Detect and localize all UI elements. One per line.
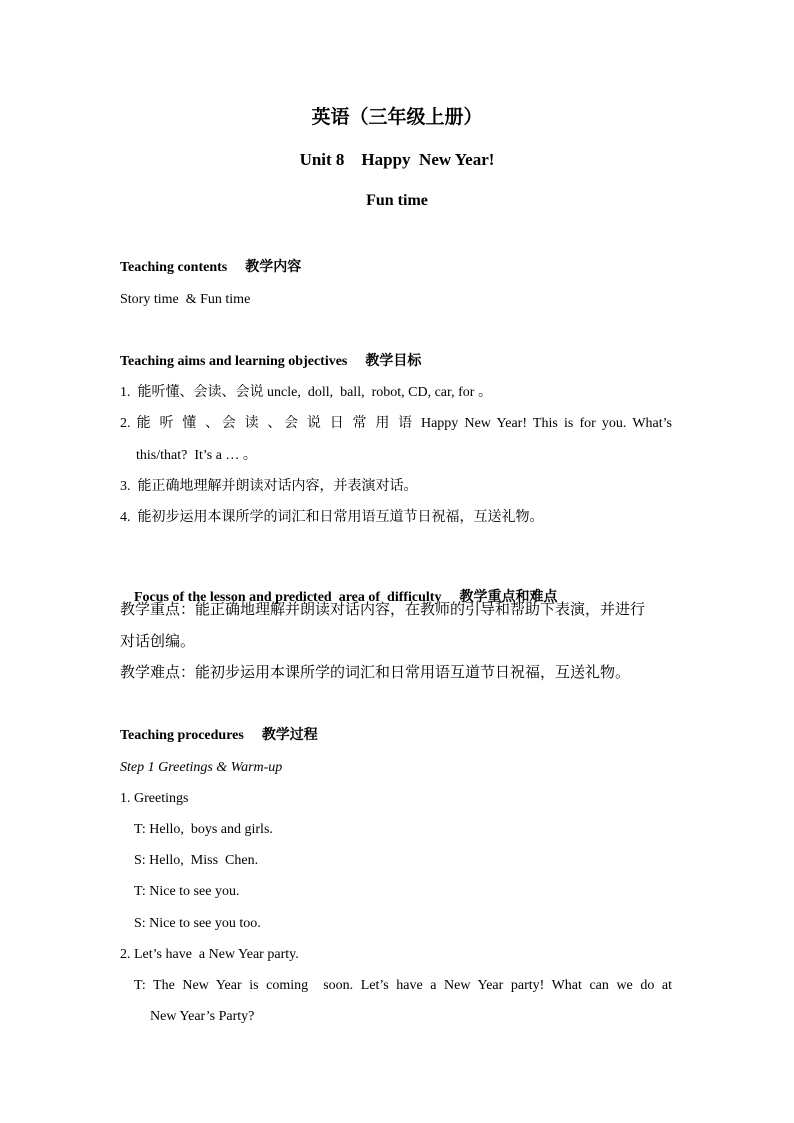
focus-line-3: 教学难点：能初步运用本课所学的词汇和日常用语互道节日祝福，互送礼物。 <box>120 665 631 681</box>
procedure-line-1: 1. Greetings <box>120 791 189 806</box>
aims-heading-cn: 教学目标 <box>365 354 422 369</box>
procedure-line-8: New Year’s Party? <box>150 1009 255 1024</box>
procedures-heading-en: Teaching procedures <box>120 728 244 743</box>
aim-item-1: 1. 能听懂、会读、会说 uncle, doll, ball, robot, CD, car, for 。 <box>120 385 492 400</box>
focus-line-2: 对话创编。 <box>120 634 196 650</box>
procedure-line-4: T: Nice to see you. <box>134 884 240 899</box>
focus-heading-cn: 教学重点和难点 <box>459 590 558 605</box>
step-title: Step 1 Greetings & Warm-up <box>120 760 283 775</box>
procedure-line-5: S: Nice to see you too. <box>134 916 261 931</box>
lesson-subtitle: Fun time <box>366 192 428 209</box>
aim-item-4: 4. 能初步运用本课所学的词汇和日常用语互道节日祝福，互送礼物。 <box>120 510 544 525</box>
unit-title: Unit 8 Happy New Year! <box>299 150 495 169</box>
aim-item-2-cont: this/that? It’s a … 。 <box>136 448 257 463</box>
contents-heading-en: Teaching contents <box>120 260 228 275</box>
document-title: 英语（三年级上册） <box>311 107 483 128</box>
procedure-line-3: S: Hello, Miss Chen. <box>134 853 259 868</box>
contents-heading-cn: 教学内容 <box>245 260 302 275</box>
aims-heading <box>120 353 421 371</box>
contents-heading <box>120 259 301 277</box>
procedure-line-7: T: The New Year is coming soon. Let’s have a New Year party! What can we do at <box>134 978 672 993</box>
procedure-line-2: T: Hello, boys and girls. <box>134 822 273 837</box>
procedures-heading <box>120 727 318 745</box>
aim-item-2: 2. 能 听 懂 、会 读 、会 说 日 常 用 语 Happy New Year! This is for you. What’s <box>120 416 672 431</box>
procedure-line-6: 2. Let’s have a New Year party. <box>120 947 299 962</box>
procedures-heading-cn: 教学过程 <box>261 728 318 743</box>
aim-item-3: 3. 能正确地理解并朗读对话内容，并表演对话。 <box>120 479 418 494</box>
focus-heading-en: Focus of the lesson and predicted area of difficulty <box>134 590 442 605</box>
focus-line-1: 教学重点：能正确地理解并朗读对话内容，在教师的引导和帮助下表演，并进行 <box>120 602 646 618</box>
aims-heading-en: Teaching aims and learning objectives <box>120 354 348 369</box>
contents-body: Story time & Fun time <box>120 292 251 307</box>
